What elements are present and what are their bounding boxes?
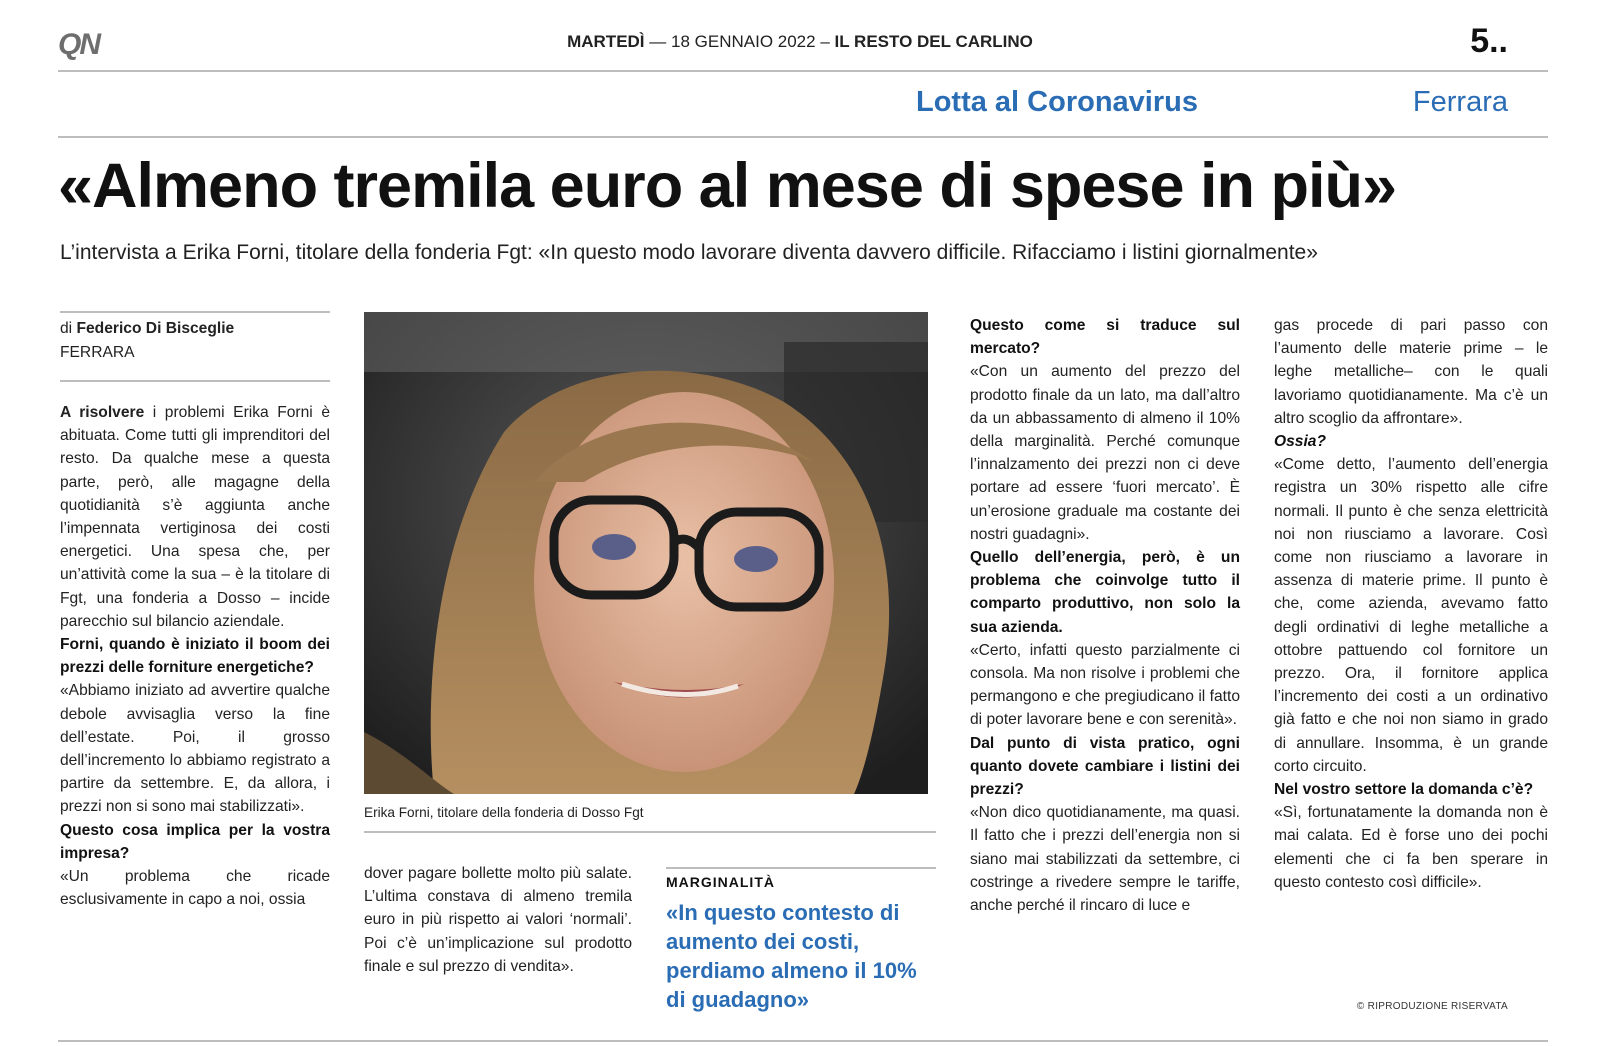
- byline-location: FERRARA: [60, 344, 135, 361]
- dateline-dash: —: [649, 32, 667, 51]
- byline-rule-bottom: [60, 380, 330, 382]
- article-column-2: [364, 862, 632, 978]
- article-column-3: [970, 314, 1240, 917]
- section-city: Ferrara: [1412, 86, 1508, 118]
- newspaper-name: IL RESTO DEL CARLINO: [834, 32, 1033, 51]
- question: Dal punto di vista pratico, ogni quanto dovete cambiare i listini dei prezzi?: [970, 734, 1240, 799]
- answer: «Con un aumento del prezzo del prodotto finale da un lato, ma dall’altro da un abbassamento di almeno il 10% della marginalità. Perché comunque l’innalzamento dei prezzi non ci deve portare ad essere ‘fuori mercato’. È un’erosione graduale ma costante dei nostri guadagni».: [970, 363, 1240, 543]
- copyright-notice: © RIPRODUZIONE RISERVATA: [1356, 1001, 1508, 1012]
- dateline-dash: –: [820, 32, 830, 51]
- lead-text: i problemi Erika Forni è abituata. Come tutti gli imprenditori del resto. Da qualche mese a questa parte, però, alle magagne della quotidianità s’è aggiunta anche l’impennata vertiginosa dei costi energetici. Una spesa che, per un’attività come la sua – è la titolare di Fgt, una fonderia a Dosso – incide parecchio sul bilancio aziendale.: [60, 404, 330, 630]
- interview-photo: [364, 312, 928, 794]
- answer: «Certo, infatti questo parzialmente ci consola. Ma non risolve i problemi che permangono e che pregiudicano il fatto di poter lavorare bene e con serenità».: [970, 641, 1240, 729]
- pull-quote-kicker: MARGINALITÀ: [666, 874, 775, 890]
- answer: «Un problema che ricade esclusivamente in capo a noi, ossia: [60, 868, 330, 909]
- dateline-date: 18 GENNAIO 2022: [671, 32, 816, 51]
- publisher-logo: QN: [58, 28, 99, 61]
- lead-bold: A risolvere: [60, 404, 145, 421]
- pull-quote: «In questo contesto di aumento dei costi, perdiamo almeno il 10% di guadagno»: [666, 900, 917, 1012]
- answer-continued: dover pagare bollette molto più salate. L’ultima constava di almeno tremila euro in più rispetto ai valori ‘normali’. Poi c’è un’implicazione sul prodotto finale e sul prezzo di vendita».: [364, 865, 632, 975]
- question: Ossia?: [1274, 433, 1327, 451]
- portrait-photo-illustration: [364, 312, 928, 794]
- question: Questo come si traduce sul mercato?: [970, 317, 1240, 358]
- question: Questo cosa implica per la vostra impresa?: [60, 821, 330, 862]
- answer: «Sì, fortunatamente la domanda non è mai calata. Ed è forse uno dei pochi elementi che ci fa ben sperare in questo contesto così difficile».: [1274, 804, 1548, 891]
- question: Forni, quando è iniziato il boom dei prezzi delle forniture energetiche?: [60, 636, 330, 677]
- dateline: [0, 32, 1600, 52]
- byline: [60, 317, 234, 365]
- headline: «Almeno tremila euro al mese di spese in più»: [58, 151, 1396, 221]
- answer: «Abbiamo iniziato ad avvertire qualche debole avvisaglia verso la fine dell’estate. Poi, il grosso dell’incremento lo abbiamo registrato a partire da settembre. E, da allora, i prezzi non si sono mai stabilizzati».: [60, 682, 330, 816]
- article-column-1: [60, 401, 330, 911]
- answer-continued: gas procede di pari passo con l’aumento delle materie prime – le leghe metalliche– con le quali lavoriamo quotidianamente. Ma c’è un altro scoglio da affrontare».: [1274, 317, 1548, 427]
- photo-caption: Erika Forni, titolare della fonderia di Dosso Fgt: [364, 805, 644, 820]
- lead-paragraph: [60, 401, 330, 633]
- subheadline: L’intervista a Erika Forni, titolare della fonderia Fgt: «In questo modo lavorare diventa davvero difficile. Rifacciamo i listini giornalmente»: [60, 241, 1318, 264]
- caption-rule: [364, 831, 936, 833]
- question: Quello dell’energia, però, è un problema che coinvolge tutto il comparto produttivo, non solo la sua azienda.: [970, 549, 1240, 636]
- pull-quote-rule: [666, 867, 936, 869]
- header-rule: [58, 70, 1548, 72]
- section-title: Lotta al Coronavirus: [916, 86, 1198, 118]
- footer-rule: [58, 1040, 1548, 1042]
- byline-rule: [60, 311, 330, 313]
- answer: «Come detto, l’aumento dell’energia registra un 30% rispetto alle cifre normali. Il punto è che senza elettricità noi non riusciamo a lavorare. Così come non riusciamo a lavorare in assenza di materie prime. Il punto è che, come azienda, avevamo fatto degli ordinativi di leghe metalliche a ottobre pattuendo col fornitore un prezzo. Ora, il fornitore applica l’incremento dei costi a un ordinativo già fatto e che noi non siamo in grado di annullare. Insomma, è un grande corto circuito.: [1274, 456, 1548, 775]
- author-name: Federico Di Bisceglie: [76, 320, 235, 337]
- answer: «Non dico quotidianamente, ma quasi. Il fatto che i prezzi dell’energia non si siano mai stabilizzati da settembre, ci costringe a rivedere sempre le tariffe, anche perché il rincaro di luce e: [970, 804, 1240, 915]
- dateline-day: MARTEDÌ: [567, 32, 645, 51]
- question: Nel vostro settore la domanda c’è?: [1274, 781, 1534, 799]
- article-column-4: [1274, 314, 1548, 894]
- byline-prefix: di: [60, 320, 73, 337]
- page-number: 5..: [1470, 22, 1508, 60]
- section-rule: [58, 136, 1548, 138]
